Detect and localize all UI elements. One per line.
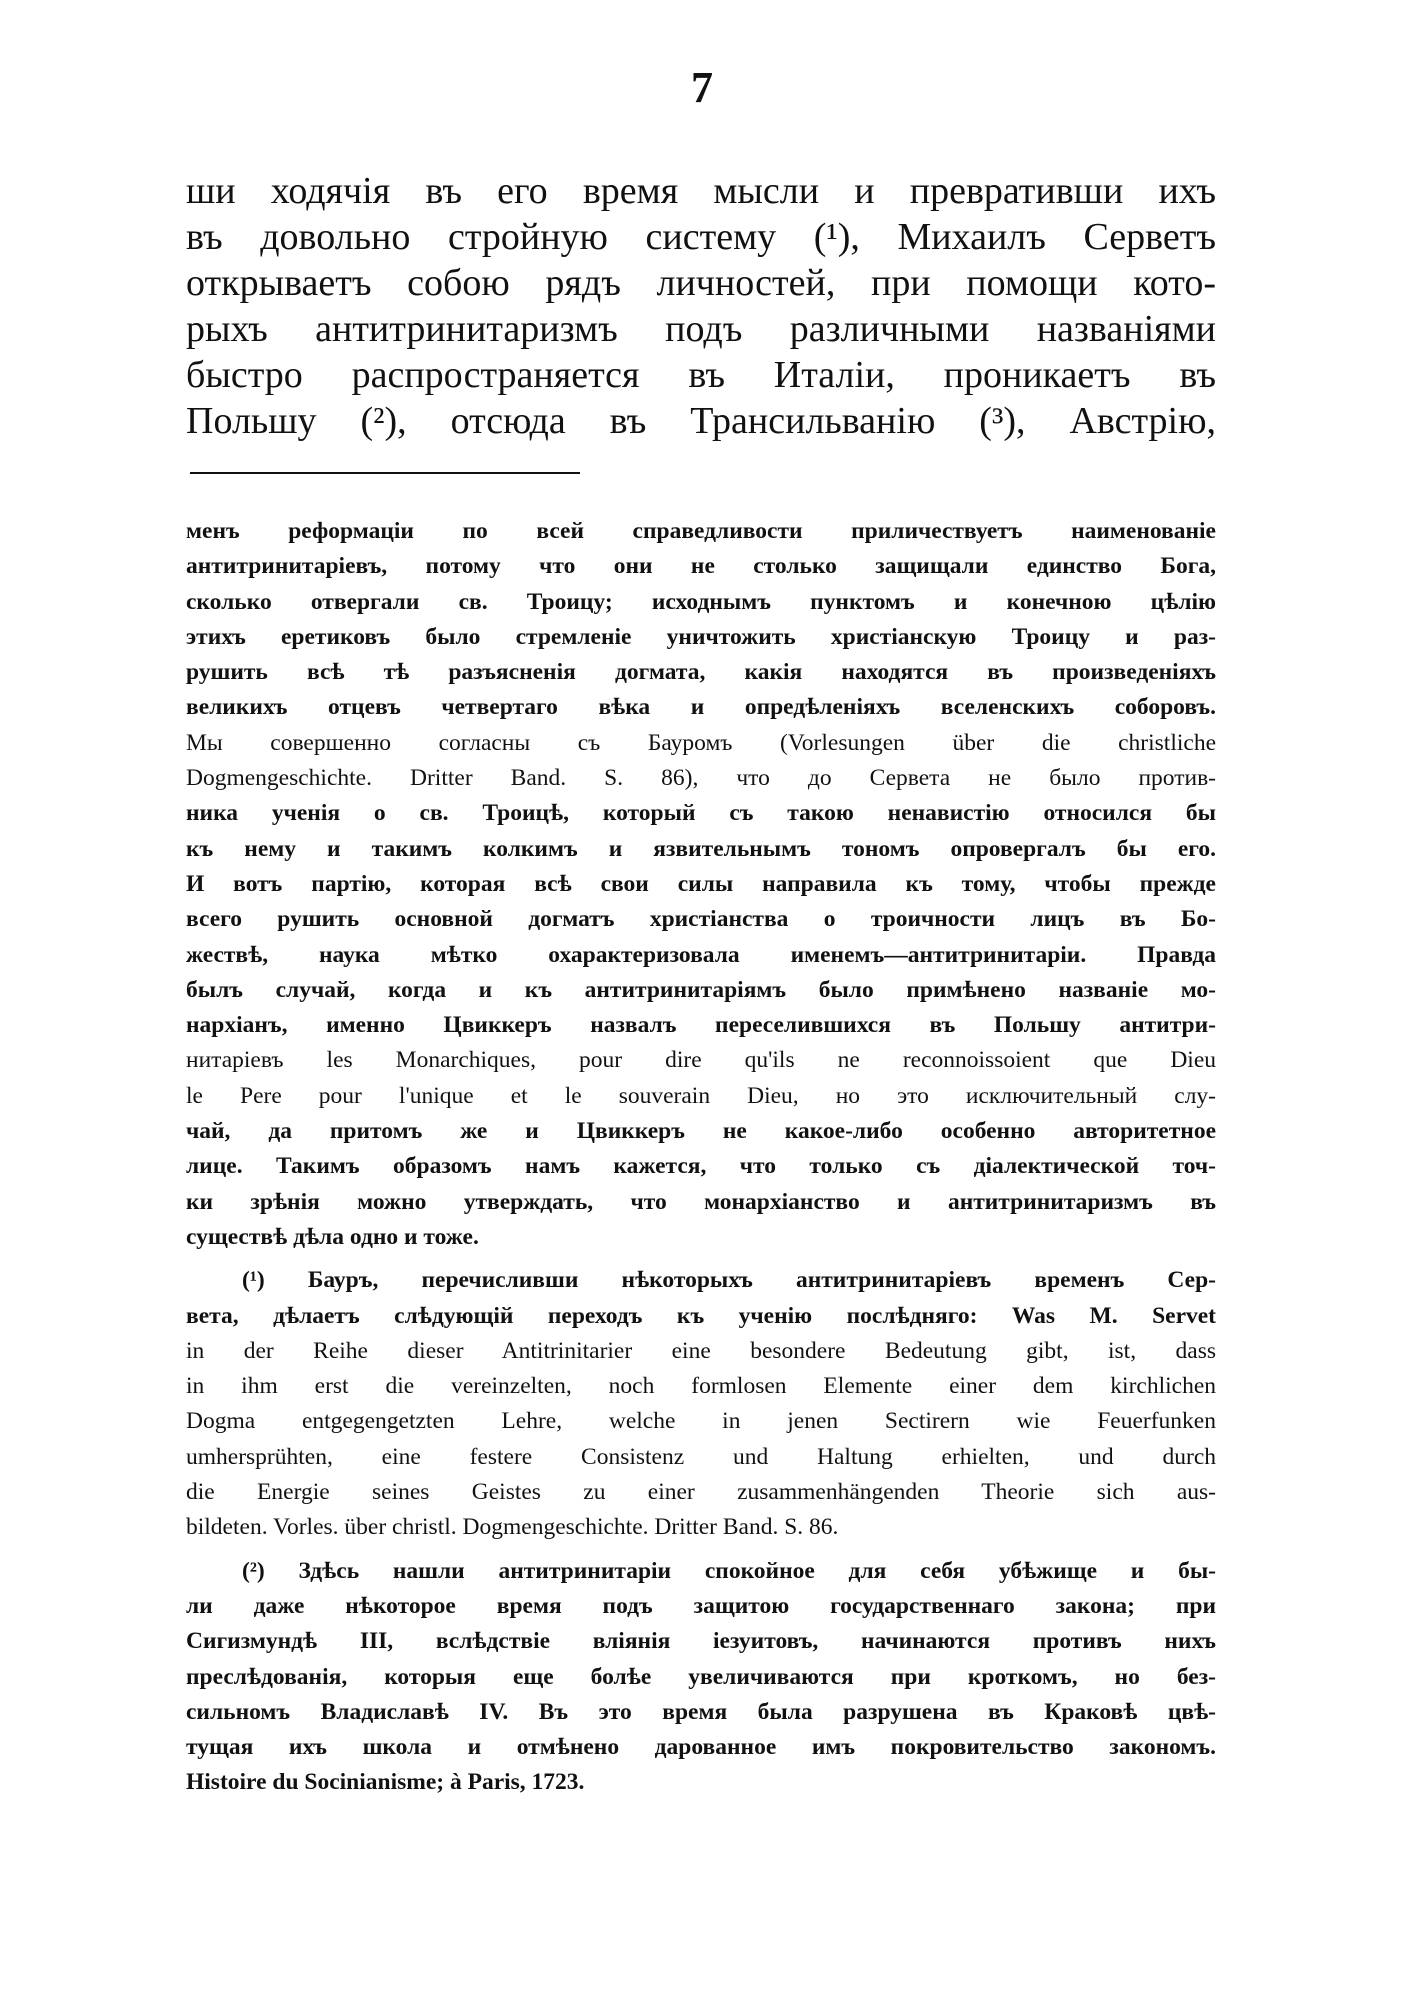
footnote-2 [186,1554,1216,1801]
main-line: ши ходячія въ его время мысли и превративши ихъ [186,170,1216,212]
footnote-line: Мы совершенно согласны съ Бауромъ (Vorlesungen über die christliche [186,729,1216,756]
footnotes [186,514,1216,1801]
footnote-line: этихъ еретиковъ было стремленіе уничтожить христіанскую Троицу и раз- [186,623,1216,650]
footnote-line: къ нему и такимъ колкимъ и язвительнымъ тономъ опровергалъ бы его. [186,835,1216,862]
footnote-continuation [186,514,1216,1255]
main-line: быстро распространяется въ Италіи, проникаетъ въ [186,354,1216,396]
footnote-line: (²) Здѣсь нашли антитринитаріи спокойное для себя убѣжище и бы- [242,1557,1216,1584]
footnote-line: нитаріевъ les Monarchiques, pour dire qu'ils ne reconnoissoient que Dieu [186,1047,1216,1074]
footnote-line: И вотъ партію, которая всѣ свои силы направила къ тому, чтобы прежде [186,870,1216,897]
footnote-line: in der Reihe dieser Antitrinitarier eine besondere Bedeutung gibt, ist, dass [186,1337,1216,1364]
main-line: Польшу (²), отсюда въ Трансильванію (³), Австрію, [186,400,1216,442]
footnote-line: чай, да притомъ же и Цвиккеръ не какое-либо особенно авторитетное [186,1118,1216,1145]
footnote-line: umhersprühten, eine festere Consistenz und Haltung erhielten, und durch [186,1443,1216,1470]
footnote-line: (¹) Бауръ, перечисливши нѣкоторыхъ антитринитаріевъ временъ Сер- [242,1267,1216,1294]
footnote-line: in ihm erst die vereinzelten, noch formlosen Elemente einer dem kirchlichen [186,1373,1216,1400]
footnote-line: менъ реформаціи по всей справедливости приличествуетъ наименованіе [186,518,1216,544]
footnote-line: сколько отвергали св. Троицу; исходнымъ пунктомъ и конечною цѣлію [186,588,1216,615]
footnote-line: жествѣ, наука мѣтко охарактеризовала именемъ—антитринитаріи. Правда [186,941,1216,968]
footnote-line: die Energie seines Geistes zu einer zusammenhängenden Theorie sich aus- [186,1479,1216,1506]
footnote-line: ки зрѣнія можно утверждать, что монархіанство и антитринитаризмъ въ [186,1188,1216,1215]
footnote-line: всего рушить основной догматъ христіанства о троичности лицъ въ Бо- [186,906,1216,933]
footnote-line: рушить всѣ тѣ разъясненія догмата, какія находятся въ произведеніяхъ [186,659,1216,686]
footnote-line: былъ случай, когда и къ антитринитаріямъ было примѣнено названіе мо- [186,976,1216,1003]
footnote-line: Histoire du Socinianisme; à Paris, 1723. [186,1769,585,1796]
footnote-line: сильномъ Владиславѣ IV. Въ это время была разрушена въ Краковѣ цвѣ- [186,1698,1216,1725]
footnote-line: le Pere pour l'unique et le souverain Dieu, но это исключительный слу- [186,1082,1216,1109]
footnote-line: Dogma entgegengetzten Lehre, welche in jenen Sectirern wie Feuerfunken [186,1408,1216,1435]
main-line: рыхъ антитринитаризмъ подъ различными названіями [186,308,1216,350]
footnote-line: антитринитаріевъ, потому что они не столько защищали единство Бога, [186,553,1216,580]
footnote-line: Dogmengeschichte. Dritter Band. S. 86), что до Сервета не было против- [186,765,1216,792]
footnote-line: тущая ихъ школа и отмѣнено дарованное имъ покровительство закономъ. [186,1734,1216,1761]
main-line: открываетъ собою рядъ личностей, при помощи кото- [186,262,1216,304]
main-text [186,168,1216,444]
footnote-line: преслѣдованія, которыя еще болѣе увеличиваются при кроткомъ, но без- [186,1663,1216,1690]
main-line: въ довольно стройную систему (¹), Михаилъ Серветъ [186,216,1216,258]
footnote-line: ника ученія о св. Троицѣ, который съ такою ненавистію относился бы [186,800,1216,827]
footnote-line: bildeten. Vorles. über christl. Dogmengeschichte. Dritter Band. S. 86. [186,1514,839,1541]
footnote-1 [186,1263,1216,1545]
page-number: 7 [691,63,713,112]
footnote-line: Сигизмундѣ III, вслѣдствіе вліянія іезуитовъ, начинаются противъ нихъ [186,1628,1216,1655]
footnote-line: великихъ отцевъ четвертаго вѣка и опредѣленіяхъ вселенскихъ соборовъ. [186,694,1216,721]
footnote-divider [190,472,580,474]
footnote-line: нархіанъ, именно Цвиккеръ назвалъ переселившихся въ Польшу антитри- [186,1012,1216,1039]
footnote-line: существѣ дѣла одно и тоже. [186,1223,479,1250]
footnote-line: ли даже нѣкоторое время подъ защитою государственнаго закона; при [186,1592,1216,1619]
footnote-line: лице. Такимъ образомъ намъ кажется, что только съ діалектической точ- [186,1153,1216,1180]
footnote-line: вета, дѣлаетъ слѣдующій переходъ къ ученію послѣдняго: Was M. Servet [186,1302,1216,1329]
